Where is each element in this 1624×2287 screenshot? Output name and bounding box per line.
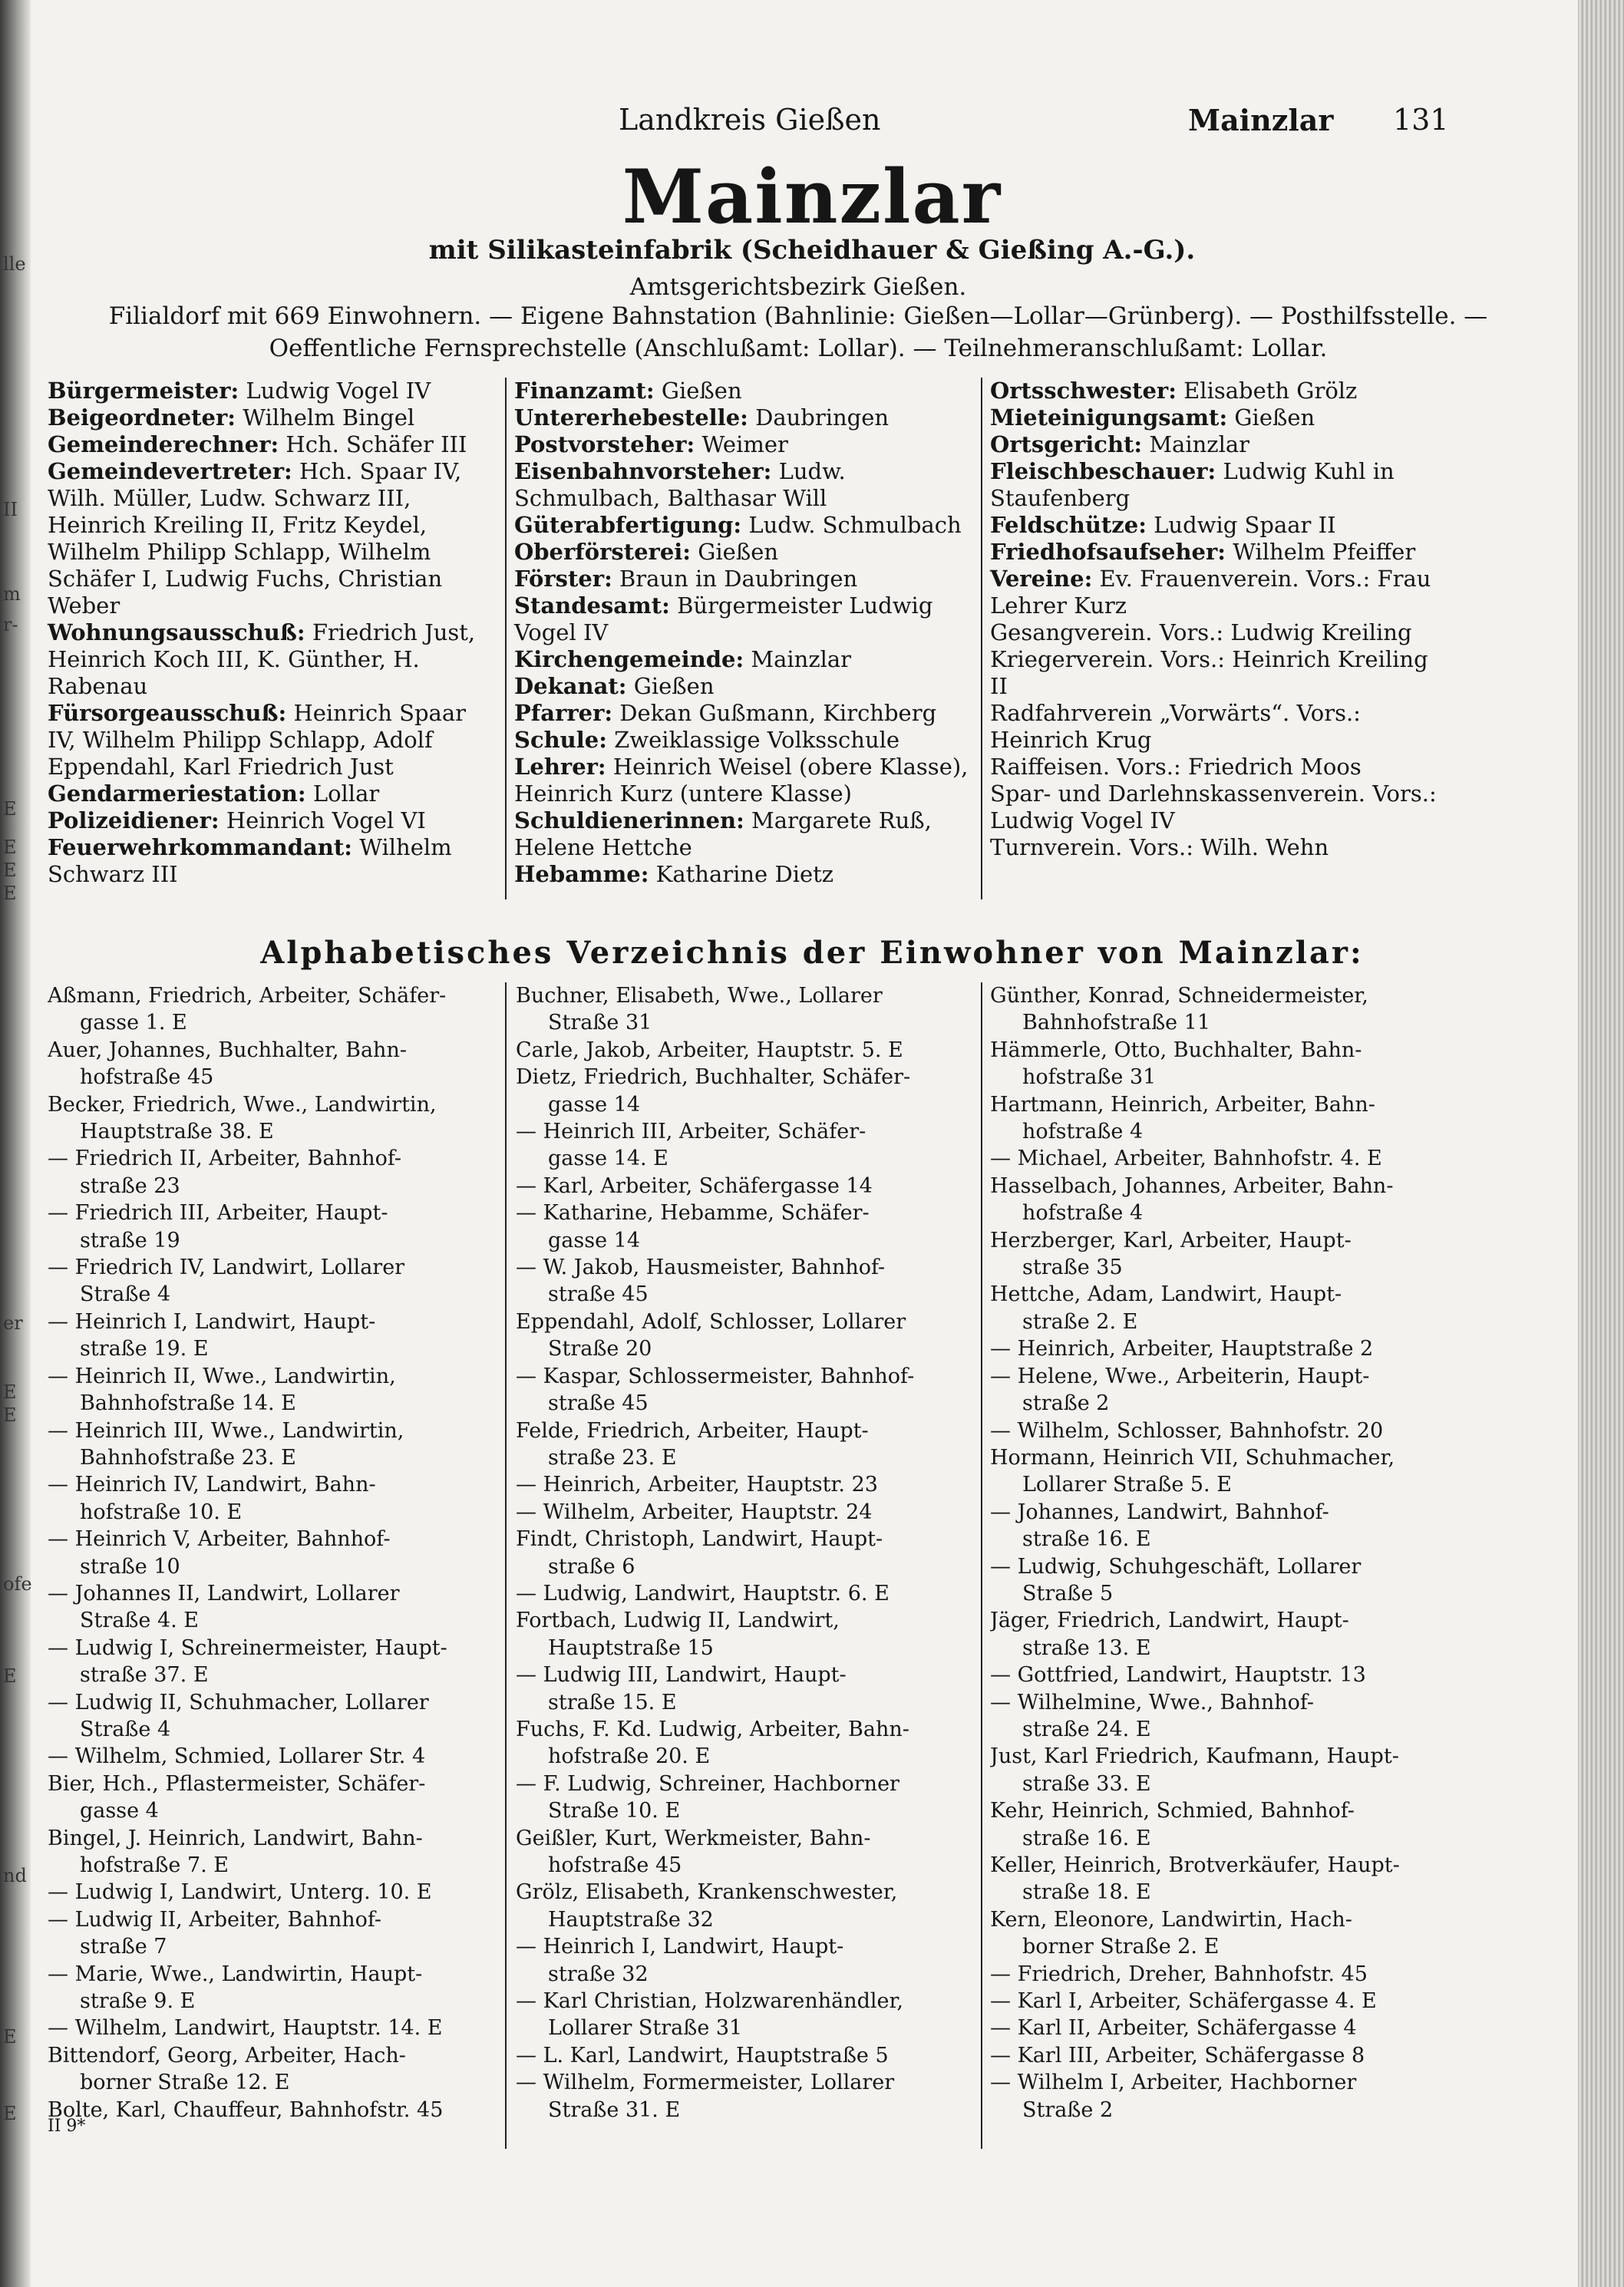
official-entry [514, 431, 975, 458]
resident-line: Fuchs, F. Kd. Ludwig, Arbeiter, Bahn- [516, 1717, 909, 1741]
column-rule [981, 982, 982, 2149]
resident-line: — Wilhelm, Arbeiter, Hauptstr. 24 [516, 1500, 873, 1524]
official-entry [990, 566, 1447, 619]
resident-line: — Heinrich III, Wwe., Landwirtin, [48, 1418, 404, 1443]
official-entry [48, 780, 500, 807]
official-entry [990, 458, 1447, 512]
official-value: Gießen [661, 378, 742, 404]
official-value: Ludw. Schmulbach [748, 512, 962, 538]
official-value: Gießen [698, 539, 779, 565]
page-title: Mainzlar [622, 153, 1002, 240]
resident-line: — Ludwig III, Landwirt, Haupt- [516, 1663, 847, 1688]
resident-line: straße 23. E [548, 1445, 677, 1470]
official-value: Wilhelm Pfeiffer [1233, 539, 1416, 565]
margin-fragment: ofe [3, 1573, 32, 1595]
resident-line: Carle, Jakob, Arbeiter, Hauptstr. 5. E [516, 1038, 903, 1062]
resident-line: Geißler, Kurt, Werkmeister, Bahn- [516, 1826, 871, 1850]
official-value: Bürgermeister Ludwig Vogel IV [514, 592, 933, 645]
resident-line: — W. Jakob, Hausmeister, Bahnhof- [516, 1256, 886, 1280]
official-entry [990, 754, 1447, 780]
official-value: Margarete Ruß, Helene Hettche [514, 807, 932, 860]
resident-line: straße 2 [1022, 1391, 1110, 1416]
resident-line: Hasselbach, Johannes, Arbeiter, Bahn- [990, 1173, 1394, 1198]
official-entry [514, 646, 975, 673]
official-value: Braun in Daubringen [619, 566, 858, 592]
official-entry [990, 539, 1447, 566]
officials-column-1 [48, 378, 500, 888]
official-entry [48, 431, 500, 458]
official-value: Heinrich Vogel VI [226, 807, 426, 833]
official-entry [48, 619, 500, 700]
official-value: Raiffeisen. Vors.: Friedrich Moos [990, 754, 1362, 780]
official-label: Eisenbahnvorsteher: [514, 458, 772, 484]
resident-line: Hettche, Adam, Landwirt, Haupt- [990, 1282, 1342, 1307]
resident-line: — Friedrich II, Arbeiter, Bahnhof- [48, 1147, 402, 1171]
resident-line: Bahnhofstraße 23. E [80, 1445, 296, 1470]
official-entry [48, 807, 500, 834]
resident-line: Bittendorf, Georg, Arbeiter, Hach- [48, 2043, 406, 2068]
margin-fragment: E [3, 2026, 17, 2048]
official-entry [514, 566, 975, 592]
resident-line: Hauptstraße 38. E [80, 1120, 274, 1144]
official-label: Güterabfertigung: [514, 512, 742, 538]
margin-fragment: E [3, 837, 17, 858]
official-value: Heinrich Spaar IV, Wilhelm Philipp Schlapp, Adolf Eppendahl, Karl Friedrich Just [48, 700, 466, 780]
resident-line: — Friedrich IV, Landwirt, Lollarer [48, 1256, 405, 1280]
resident-line: — Johannes II, Landwirt, Lollarer [48, 1581, 400, 1606]
margin-fragment: r- [3, 614, 18, 635]
official-entry [514, 700, 975, 727]
resident-line: straße 18. E [1022, 1880, 1151, 1905]
resident-line: Auer, Johannes, Buchhalter, Bahn- [48, 1038, 407, 1062]
official-value: Dekan Gußmann, Kirchberg [619, 700, 937, 726]
official-value: Kriegerverein. Vors.: Heinrich Kreiling II [990, 646, 1428, 699]
resident-line: straße 33. E [1022, 1771, 1151, 1796]
resident-line: Bingel, J. Heinrich, Landwirt, Bahn- [48, 1826, 423, 1850]
book-binding [0, 0, 31, 2287]
resident-line: Straße 20 [548, 1337, 652, 1361]
official-label: Förster: [514, 566, 612, 592]
margin-fragment: E [3, 798, 17, 820]
official-entry [48, 458, 500, 619]
official-label: Bürgermeister: [48, 378, 239, 404]
residents-column-3 [990, 982, 1454, 2124]
resident-line: Eppendahl, Adolf, Schlosser, Lollarer [516, 1309, 906, 1334]
resident-line: — Ludwig I, Schreinermeister, Haupt- [48, 1635, 447, 1660]
official-entry [990, 700, 1447, 754]
resident-line: — Heinrich, Arbeiter, Hauptstr. 23 [516, 1473, 878, 1497]
resident-line: straße 19 [80, 1228, 180, 1252]
resident-line: — F. Ludwig, Schreiner, Hachborner [516, 1771, 899, 1796]
official-label: Feuerwehrkommandant: [48, 834, 352, 860]
resident-line: — Ludwig II, Schuhmacher, Lollarer [48, 1690, 429, 1714]
resident-line: straße 10 [80, 1554, 180, 1579]
page-edge [1578, 0, 1624, 2287]
resident-line: Kern, Eleonore, Landwirtin, Hach- [990, 1907, 1352, 1932]
official-label: Dekanat: [514, 673, 627, 699]
official-label: Postvorsteher: [514, 431, 695, 457]
official-value: Hch. Spaar IV, Wilh. Müller, Ludw. Schwarz III, Heinrich Kreiling II, Fritz Keydel, Wilhelm Philipp Schlapp, Wilhelm Schäfer I, Ludwig Fuchs, Christian Weber [48, 458, 462, 619]
resident-line: Keller, Heinrich, Brotverkäufer, Haupt- [990, 1853, 1400, 1877]
official-value: Weimer [701, 431, 788, 457]
resident-line: — Wilhelm, Landwirt, Hauptstr. 14. E [48, 2016, 443, 2041]
resident-line: — Heinrich, Arbeiter, Hauptstraße 2 [990, 1337, 1374, 1361]
official-label: Polizeidiener: [48, 807, 220, 833]
official-value: Gesangverein. Vors.: Ludwig Kreiling [990, 619, 1412, 645]
resident-line: Just, Karl Friedrich, Kaufmann, Haupt- [990, 1744, 1399, 1769]
resident-line: — Wilhelm I, Arbeiter, Hachborner [990, 2071, 1357, 2095]
official-entry [48, 700, 500, 780]
resident-line: — Karl II, Arbeiter, Schäfergasse 4 [990, 2016, 1357, 2041]
official-value: Mainzlar [751, 646, 852, 672]
official-entry [514, 458, 975, 512]
resident-line: — Ludwig I, Landwirt, Unterg. 10. E [48, 1880, 432, 1905]
official-label: Hebamme: [514, 861, 649, 887]
official-value: Elisabeth Grölz [1183, 378, 1358, 404]
resident-line: straße 45 [548, 1391, 649, 1416]
resident-line: straße 19. E [80, 1337, 209, 1361]
margin-fragment: E [3, 1665, 17, 1687]
resident-line: Hauptstraße 32 [548, 1907, 714, 1932]
official-value: Lollar [312, 780, 380, 807]
officials-column-3 [990, 378, 1447, 861]
intro-line-2: Filialdorf mit 669 Einwohnern. — Eigene Bahnstation (Bahnlinie: Gießen—Lollar—Grünberg). — Posthilfsstelle. — [108, 302, 1488, 330]
resident-line: straße 37. E [80, 1663, 209, 1688]
official-value: Ev. Frauenverein. Vors.: Frau Lehrer Kurz [990, 566, 1431, 619]
resident-line: — Karl III, Arbeiter, Schäfergasse 8 [990, 2043, 1365, 2068]
resident-line: — L. Karl, Landwirt, Hauptstraße 5 [516, 2043, 889, 2068]
official-value: Hch. Schäfer III [286, 431, 467, 457]
official-value: Ludwig Vogel IV [246, 378, 431, 404]
resident-line: Grölz, Elisabeth, Krankenschwester, [516, 1880, 898, 1905]
official-value: Katharine Dietz [655, 861, 834, 887]
margin-fragment: er [3, 1312, 23, 1334]
official-entry [990, 512, 1447, 539]
official-entry [514, 404, 975, 431]
resident-line: — Friedrich, Dreher, Bahnhofstr. 45 [990, 1962, 1368, 1986]
resident-line: Hauptstraße 15 [548, 1635, 714, 1660]
resident-line: straße 32 [548, 1962, 649, 1986]
resident-line: Lollarer Straße 31 [548, 2016, 743, 2041]
resident-line: Straße 4. E [80, 1609, 199, 1633]
resident-line: Lollarer Straße 5. E [1022, 1473, 1232, 1497]
margin-fragment: E [3, 1404, 17, 1426]
resident-line: — Wilhelm, Schlosser, Bahnhofstr. 20 [990, 1418, 1384, 1443]
official-entry [514, 512, 975, 539]
resident-line: — Heinrich I, Landwirt, Haupt- [516, 1935, 844, 1959]
resident-line: — Wilhelm, Formermeister, Lollarer [516, 2071, 895, 2095]
resident-line: — Gottfried, Landwirt, Hauptstr. 13 [990, 1663, 1366, 1688]
margin-fragment: m [3, 583, 21, 605]
official-label: Mieteinigungsamt: [990, 404, 1228, 431]
resident-line: straße 15. E [548, 1690, 677, 1714]
column-rule [981, 378, 982, 899]
resident-line: straße 6 [548, 1554, 635, 1579]
running-header-left: Landkreis Gießen [619, 103, 881, 137]
official-value: Turnverein. Vors.: Wilh. Wehn [990, 834, 1329, 860]
resident-line: Fortbach, Ludwig II, Landwirt, [516, 1609, 840, 1633]
official-value: Mainzlar [1149, 431, 1250, 457]
resident-line: straße 9. E [80, 1989, 196, 2014]
resident-line: — Ludwig II, Arbeiter, Bahnhof- [48, 1907, 382, 1932]
resident-line: Straße 10. E [548, 1799, 681, 1823]
official-label: Untererhebestelle: [514, 404, 748, 431]
official-label: Oberförsterei: [514, 539, 691, 565]
margin-fragment: E [3, 2103, 17, 2124]
resident-line: — Karl I, Arbeiter, Schäfergasse 4. E [990, 1989, 1377, 2014]
resident-line: Bahnhofstraße 14. E [80, 1391, 296, 1416]
official-label: Fleischbeschauer: [990, 458, 1216, 484]
official-value: Gießen [1234, 404, 1315, 431]
resident-line: Herzberger, Karl, Arbeiter, Haupt- [990, 1228, 1352, 1252]
official-entry [514, 592, 975, 646]
official-label: Feldschütze: [990, 512, 1147, 538]
official-label: Gemeinderechner: [48, 431, 279, 457]
official-entry [48, 404, 500, 431]
official-entry [514, 673, 975, 700]
resident-line: — Friedrich III, Arbeiter, Haupt- [48, 1201, 388, 1226]
margin-fragment: E [3, 1381, 17, 1403]
resident-line: hofstraße 20. E [548, 1744, 711, 1769]
resident-line: straße 16. E [1022, 1826, 1151, 1850]
resident-line: straße 45 [548, 1282, 649, 1307]
intro-line-3: Oeffentliche Fernsprechstelle (Anschlußamt: Lollar). — Teilnehmeranschlußamt: Lollar. [269, 335, 1328, 362]
residents-column-2 [516, 982, 976, 2124]
resident-line: — Wilhelmine, Wwe., Bahnhof- [990, 1690, 1315, 1714]
official-entry [514, 754, 975, 807]
official-value: Gießen [633, 673, 715, 699]
margin-fragment: nd [3, 1865, 27, 1886]
printer-signature: II 9* [48, 2117, 86, 2136]
resident-line: Dietz, Friedrich, Buchhalter, Schäfer- [516, 1065, 911, 1090]
resident-line: — Heinrich IV, Landwirt, Bahn- [48, 1473, 376, 1497]
resident-line: Straße 2 [1022, 2097, 1114, 2122]
resident-line: Bier, Hch., Pflastermeister, Schäfer- [48, 1771, 426, 1796]
official-label: Ortsschwester: [990, 378, 1177, 404]
resident-line: hofstraße 4 [1022, 1120, 1144, 1144]
resident-line: hofstraße 4 [1022, 1201, 1144, 1226]
official-entry [514, 539, 975, 566]
official-entry [990, 619, 1447, 646]
resident-line: gasse 14 [548, 1228, 641, 1252]
official-value: Ludwig Kuhl in Staufenberg [990, 458, 1395, 511]
official-entry [514, 378, 975, 404]
resident-line: gasse 1. E [80, 1011, 187, 1035]
resident-line: — Katharine, Hebamme, Schäfer- [516, 1201, 870, 1226]
resident-line: hofstraße 45 [80, 1065, 214, 1090]
official-entry [48, 378, 500, 404]
resident-line: straße 23 [80, 1173, 180, 1198]
resident-line: Straße 31 [548, 1011, 652, 1035]
official-label: Gemeindevertreter: [48, 458, 292, 484]
resident-line: — Michael, Arbeiter, Bahnhofstr. 4. E [990, 1147, 1382, 1171]
officials-column-2 [514, 378, 975, 888]
resident-line: Bolte, Karl, Chauffeur, Bahnhofstr. 45 [48, 2097, 444, 2122]
resident-line: Straße 5 [1022, 1581, 1114, 1606]
official-label: Friedhofsaufseher: [990, 539, 1226, 565]
margin-fragment: II [3, 499, 18, 520]
margin-fragment: E [3, 860, 17, 881]
official-label: Schuldienerinnen: [514, 807, 744, 833]
resident-line: hofstraße 7. E [80, 1853, 229, 1877]
official-entry [990, 378, 1447, 404]
resident-line: — Ludwig, Schuhgeschäft, Lollarer [990, 1554, 1362, 1579]
resident-line: gasse 14 [548, 1092, 641, 1117]
official-label: Standesamt: [514, 592, 670, 619]
official-label: Finanzamt: [514, 378, 655, 404]
resident-line: — Heinrich I, Landwirt, Haupt- [48, 1309, 376, 1334]
official-label: Fürsorgeausschuß: [48, 700, 287, 726]
official-value: Zweiklassige Volksschule [614, 727, 900, 753]
official-label: Beigeordneter: [48, 404, 236, 431]
official-label: Schule: [514, 727, 607, 753]
resident-line: — Heinrich V, Arbeiter, Bahnhof- [48, 1527, 391, 1552]
margin-fragment: lle [3, 253, 26, 275]
official-entry [48, 834, 500, 888]
resident-line: Straße 31. E [548, 2097, 681, 2122]
official-value: Friedrich Just, Heinrich Koch III, K. Günther, H. Rabenau [48, 619, 476, 699]
column-rule [505, 982, 507, 2149]
resident-line: Hämmerle, Otto, Buchhalter, Bahn- [990, 1038, 1362, 1062]
resident-line: hofstraße 10. E [80, 1500, 243, 1524]
residents-column-1 [48, 982, 500, 2124]
resident-line: straße 35 [1022, 1256, 1123, 1280]
resident-line: Hormann, Heinrich VII, Schuhmacher, [990, 1445, 1395, 1470]
official-entry [990, 780, 1447, 834]
official-value: Ludw. Schmulbach, Balthasar Will [514, 458, 846, 511]
official-label: Gendarmeriestation: [48, 780, 306, 807]
resident-line: — Marie, Wwe., Landwirtin, Haupt- [48, 1962, 423, 1986]
resident-line: — Ludwig, Landwirt, Hauptstr. 6. E [516, 1581, 890, 1606]
resident-line: straße 13. E [1022, 1635, 1151, 1660]
resident-line: hofstraße 31 [1022, 1065, 1157, 1090]
resident-line: Kehr, Heinrich, Schmied, Bahnhof- [990, 1799, 1355, 1823]
resident-line: Buchner, Elisabeth, Wwe., Lollarer [516, 984, 883, 1008]
resident-line: hofstraße 45 [548, 1853, 682, 1877]
official-value: Wilhelm Schwarz III [48, 834, 452, 887]
official-value: Daubringen [755, 404, 890, 431]
resident-line: Straße 4 [80, 1717, 171, 1741]
official-value: Heinrich Weisel (obere Klasse), Heinrich Kurz (untere Klasse) [514, 754, 969, 807]
official-entry [990, 646, 1447, 700]
resident-line: Bahnhofstraße 11 [1022, 1011, 1211, 1035]
resident-line: Hartmann, Heinrich, Arbeiter, Bahn- [990, 1092, 1375, 1117]
resident-line: straße 2. E [1022, 1309, 1138, 1334]
resident-line: Felde, Friedrich, Arbeiter, Haupt- [516, 1418, 869, 1443]
resident-line: Aßmann, Friedrich, Arbeiter, Schäfer- [48, 984, 447, 1008]
section-title: Alphabetisches Verzeichnis der Einwohner von Mainzlar: [260, 935, 1364, 971]
official-label: Pfarrer: [514, 700, 613, 726]
official-value: Wilhelm Bingel [243, 404, 415, 431]
resident-line: — Wilhelm, Schmied, Lollarer Str. 4 [48, 1744, 426, 1769]
official-entry [990, 404, 1447, 431]
resident-line: Günther, Konrad, Schneidermeister, [990, 984, 1368, 1008]
resident-line: — Karl Christian, Holzwarenhändler, [516, 1989, 903, 2014]
official-label: Kirchengemeinde: [514, 646, 744, 672]
official-entry [514, 727, 975, 754]
resident-line: straße 7 [80, 1935, 167, 1959]
resident-line: Findt, Christoph, Landwirt, Haupt- [516, 1527, 883, 1552]
resident-line: Becker, Friedrich, Wwe., Landwirtin, [48, 1092, 437, 1117]
resident-line: straße 16. E [1022, 1527, 1151, 1552]
resident-line: Straße 4 [80, 1282, 171, 1307]
resident-line: — Helene, Wwe., Arbeiterin, Haupt- [990, 1364, 1370, 1388]
official-label: Lehrer: [514, 754, 606, 780]
official-value: Spar- und Darlehnskassenverein. Vors.: Ludwig Vogel IV [990, 780, 1437, 833]
official-entry [990, 431, 1447, 458]
resident-line: — Heinrich II, Wwe., Landwirtin, [48, 1364, 396, 1388]
resident-line: borner Straße 12. E [80, 2071, 290, 2095]
running-header-right: Mainzlar [1188, 103, 1334, 137]
official-entry [514, 861, 975, 888]
resident-line: gasse 14. E [548, 1147, 668, 1171]
official-entry [990, 834, 1447, 861]
official-label: Vereine: [990, 566, 1093, 592]
official-value: Radfahrverein „Vorwärts“. Vors.: Heinrich Krug [990, 700, 1361, 753]
page-subtitle: mit Silikasteinfabrik (Scheidhauer & Gießing A.-G.). [428, 235, 1196, 266]
resident-line: borner Straße 2. E [1022, 1935, 1220, 1959]
page-number: 131 [1393, 103, 1449, 137]
column-rule [505, 378, 507, 899]
official-label: Ortsgericht: [990, 431, 1143, 457]
intro-line-1: Amtsgerichtsbezirk Gießen. [629, 273, 967, 301]
resident-line: straße 24. E [1022, 1717, 1151, 1741]
resident-line: — Heinrich III, Arbeiter, Schäfer- [516, 1120, 866, 1144]
resident-line: Jäger, Friedrich, Landwirt, Haupt- [990, 1609, 1349, 1633]
official-label: Wohnungsausschuß: [48, 619, 305, 645]
official-value: Ludwig Spaar II [1154, 512, 1336, 538]
resident-line: gasse 4 [80, 1799, 159, 1823]
resident-line: — Kaspar, Schlossermeister, Bahnhof- [516, 1364, 915, 1388]
official-entry [514, 807, 975, 861]
resident-line: — Johannes, Landwirt, Bahnhof- [990, 1500, 1329, 1524]
resident-line: — Karl, Arbeiter, Schäfergasse 14 [516, 1173, 873, 1198]
margin-fragment: E [3, 883, 17, 904]
